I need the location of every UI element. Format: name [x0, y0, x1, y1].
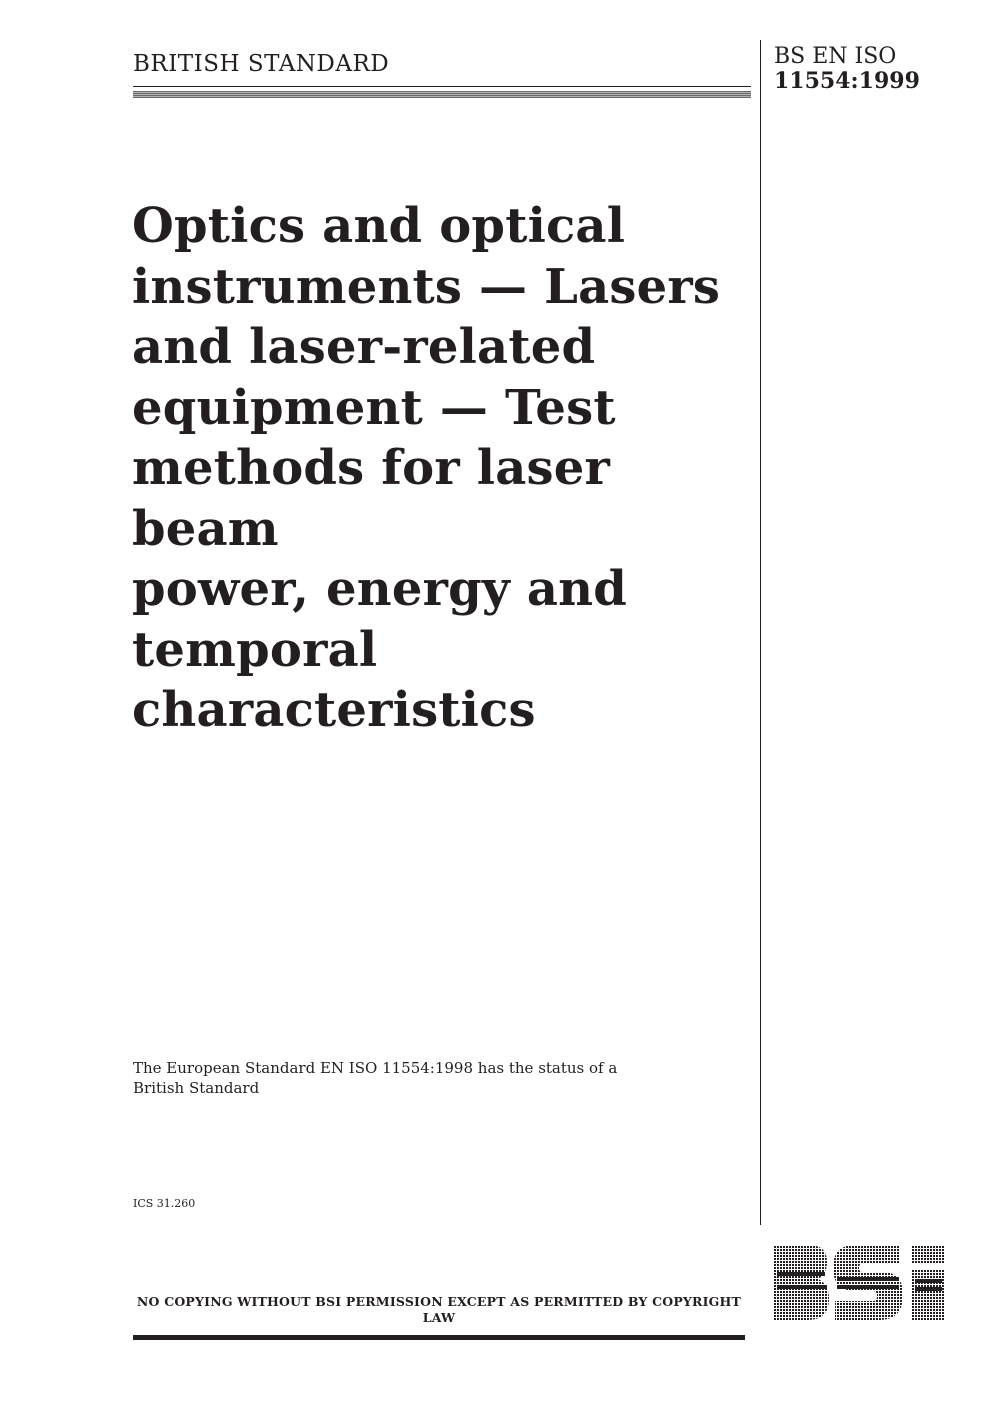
standard-type-label: BRITISH STANDARD: [133, 51, 390, 77]
document-number: [774, 44, 974, 94]
vertical-divider: [760, 40, 761, 1225]
title-line: power, energy and: [132, 561, 628, 617]
status-line: The European Standard EN ISO 11554:1998 has the status of a: [133, 1059, 618, 1077]
header-rule-thick: [133, 91, 751, 98]
title-line: temporal: [132, 621, 378, 678]
status-statement: [133, 1058, 633, 1098]
document-number-line2: 11554:1999: [774, 68, 920, 94]
title-line: instruments — Lasers: [132, 258, 721, 315]
ics-code: ICS 31.260: [133, 1197, 196, 1210]
title-line: Optics and optical: [132, 198, 626, 254]
title-line: characteristics: [132, 682, 536, 738]
status-line: British Standard: [133, 1079, 260, 1097]
title-line: methods for laser beam: [132, 440, 610, 557]
title-line: and laser-related: [132, 319, 596, 375]
header-rules: [133, 86, 751, 98]
bsi-logo: [771, 1243, 947, 1322]
bsi-logo-graphic: [771, 1243, 947, 1322]
footer-bar: [133, 1335, 745, 1340]
title-line: equipment — Test: [132, 379, 616, 436]
copyright-footer: [133, 1294, 745, 1340]
document-title: [132, 196, 752, 741]
document-number-line1: BS EN ISO: [774, 44, 897, 69]
header-rule-thin: [133, 86, 751, 87]
copyright-notice: NO COPYING WITHOUT BSI PERMISSION EXCEPT AS PERMITTED BY COPYRIGHT LAW: [136, 1294, 742, 1325]
